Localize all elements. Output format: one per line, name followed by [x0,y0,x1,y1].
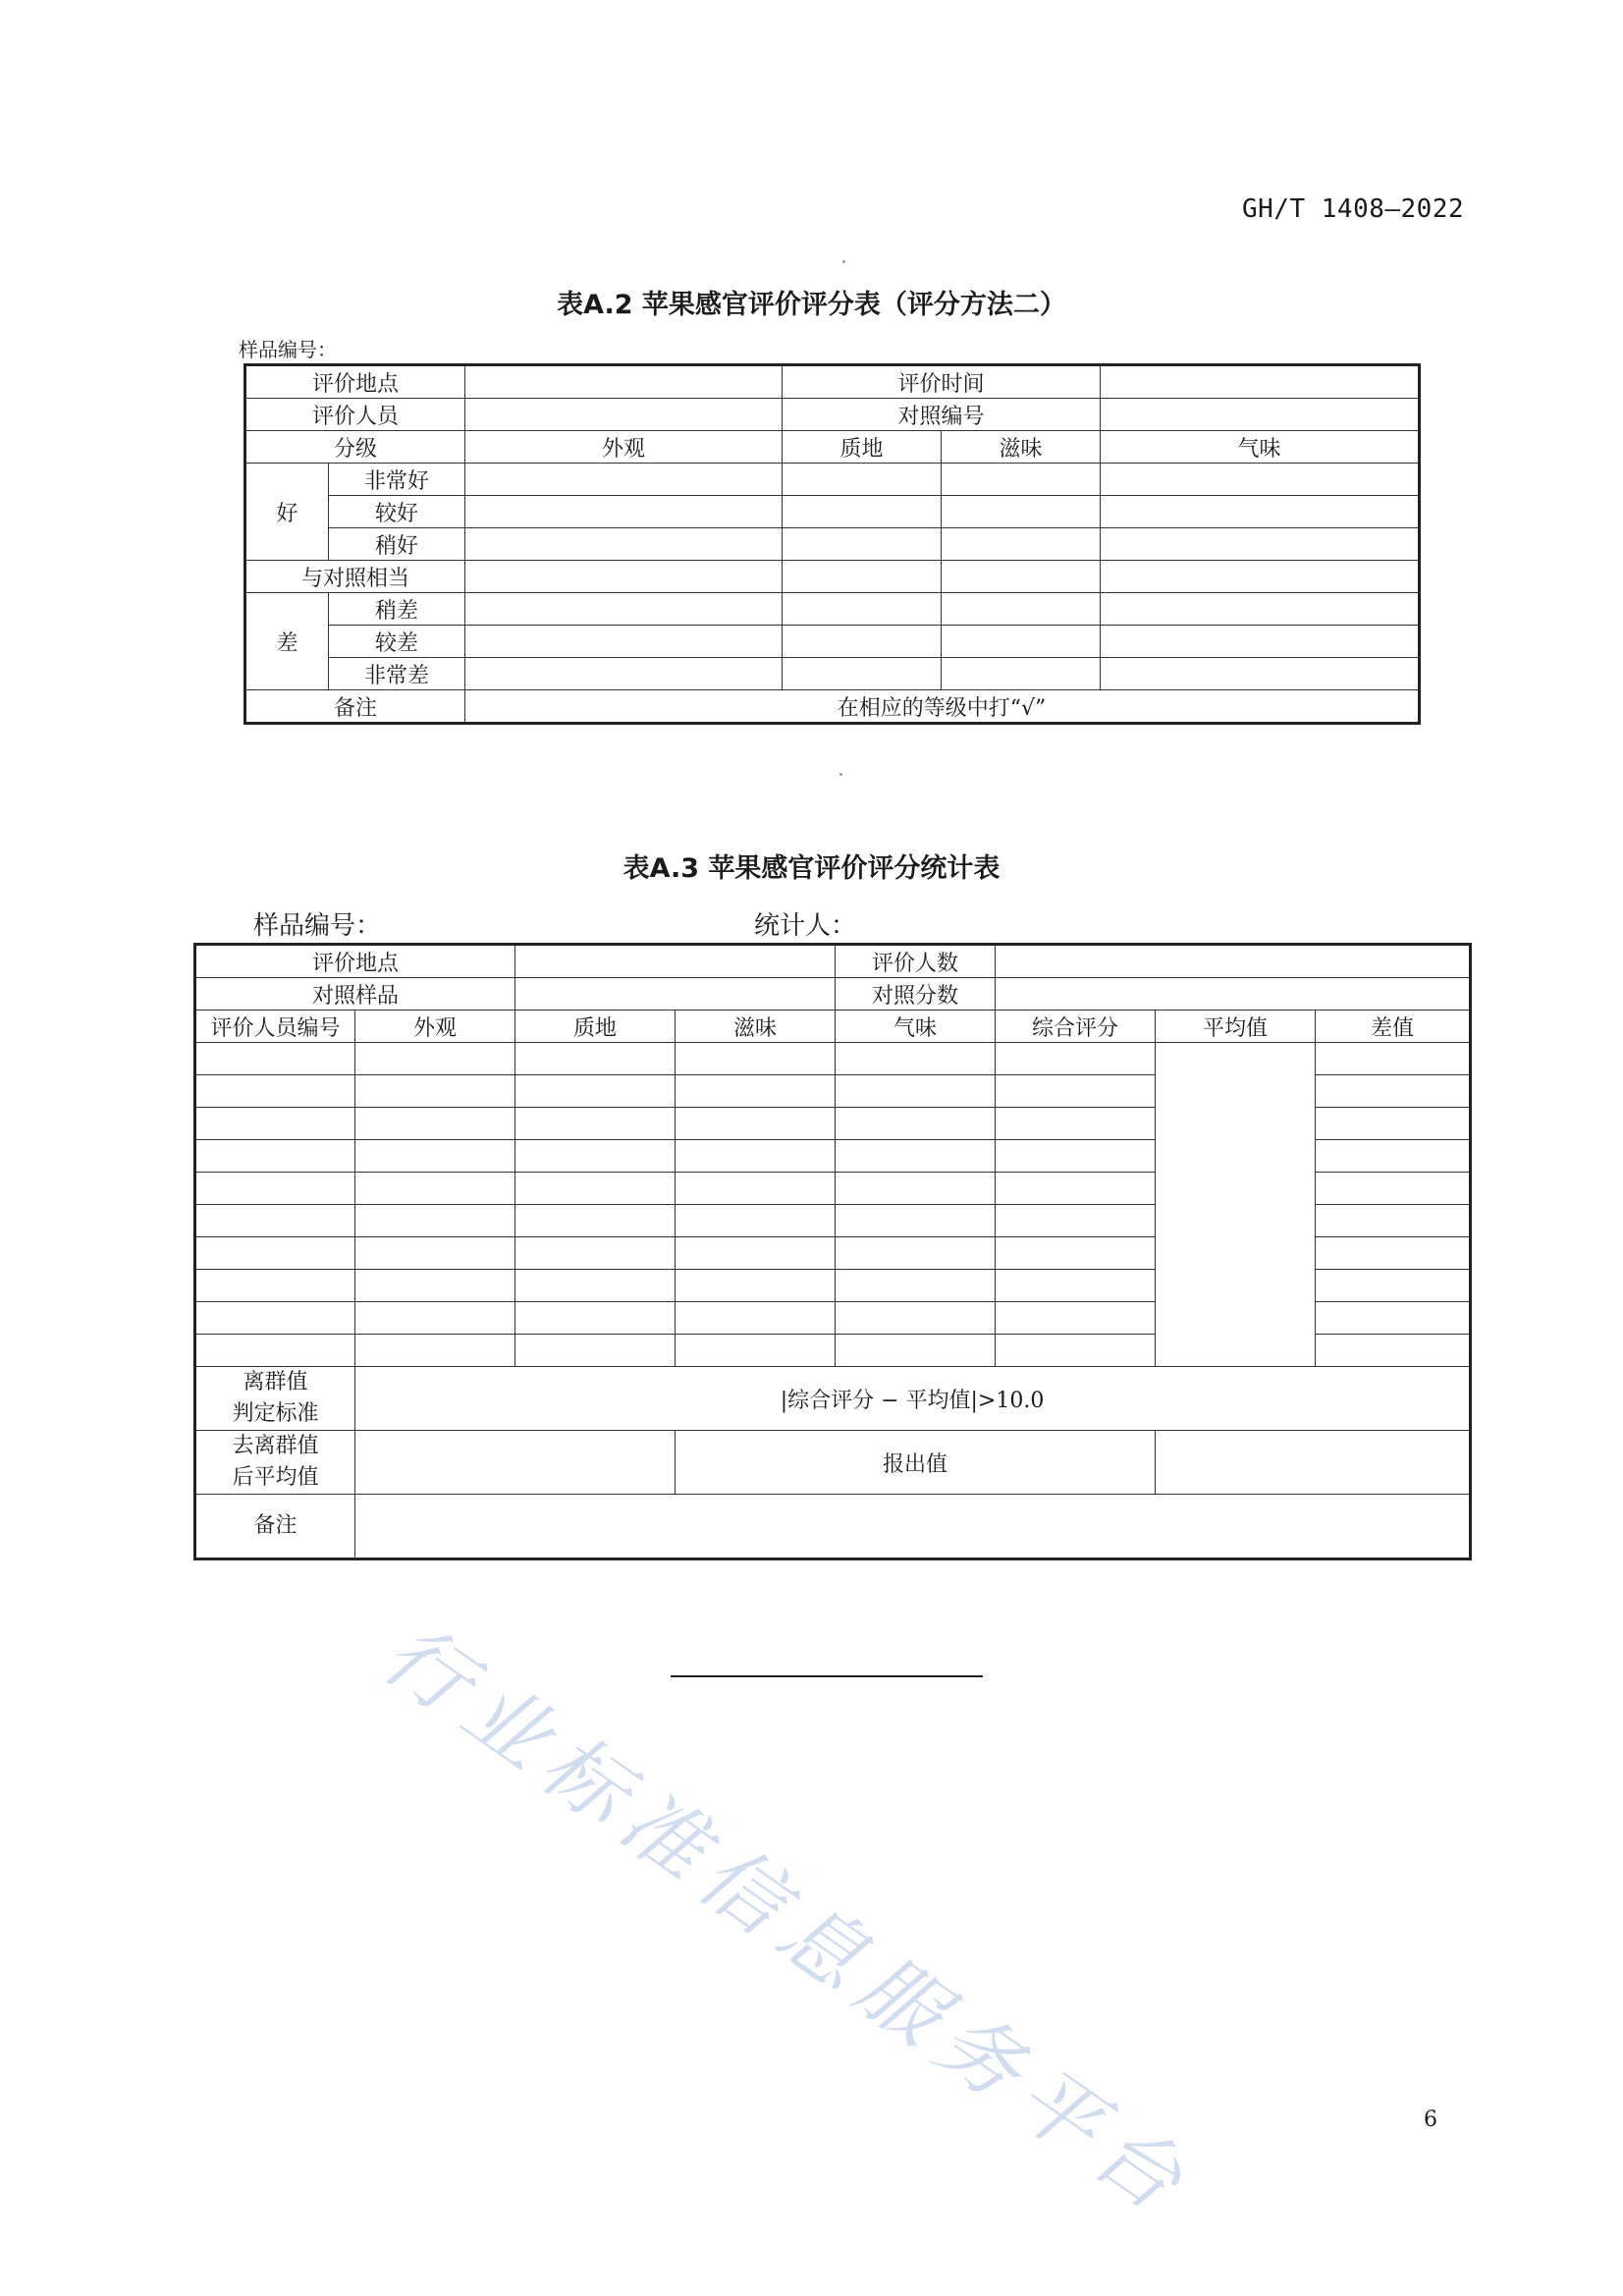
data-cell[interactable] [195,1173,355,1205]
remark-label: 备注 [195,1495,355,1559]
data-cell[interactable] [195,1205,355,1237]
data-cell[interactable] [996,1237,1156,1270]
location-value[interactable] [465,365,783,399]
outlier-label-line-2: 判定标准 [232,1401,319,1426]
score-cell[interactable] [1101,561,1420,593]
table-row [245,496,1420,528]
score-cell[interactable] [1101,528,1420,561]
column-header: 质地 [783,431,942,464]
data-cell[interactable] [355,1108,515,1140]
grade-level-label: 较好 [329,496,465,528]
score-cell[interactable] [783,561,942,593]
data-cell[interactable] [1316,1140,1471,1173]
equal-label: 与对照相当 [245,561,465,593]
score-cell[interactable] [942,528,1101,561]
grade-level-label: 稍好 [329,528,465,561]
data-cell[interactable] [195,1108,355,1140]
score-cell[interactable] [942,561,1101,593]
score-cell[interactable] [465,496,783,528]
data-cell[interactable] [515,1205,676,1237]
outlier-criterion-label [195,1367,355,1431]
evaluator-count-value[interactable] [996,945,1471,978]
data-cell[interactable] [515,1173,676,1205]
data-cell[interactable] [195,1075,355,1108]
data-cell[interactable] [1316,1173,1471,1205]
data-cell[interactable] [195,1237,355,1270]
table-row [245,528,1420,561]
scan-dot [839,773,842,776]
data-cell[interactable] [355,1173,515,1205]
column-header: 评价人员编号 [195,1011,355,1043]
table-row [195,978,1471,1011]
end-line [671,1675,983,1677]
outlier-label-line-1: 离群值 [243,1370,308,1394]
table-row [195,1495,1471,1559]
table-header-row [245,431,1420,464]
score-cell[interactable] [465,626,783,658]
score-cell[interactable] [465,658,783,690]
control-score-label: 对照分数 [836,978,996,1011]
table-row [245,593,1420,626]
table-a3 [193,943,1472,1560]
data-cell[interactable] [515,1237,676,1270]
control-sample-value[interactable] [515,978,836,1011]
average-cell[interactable] [1156,1043,1316,1367]
table-a3-statistician-label: 统计人： [754,911,857,941]
data-cell[interactable] [355,1335,515,1367]
scan-dot [842,260,845,263]
data-cell[interactable] [996,1302,1156,1335]
data-cell[interactable] [836,1043,996,1075]
score-cell[interactable] [1101,626,1420,658]
data-cell[interactable] [676,1270,836,1302]
column-header: 质地 [515,1011,676,1043]
control-no-value[interactable] [1101,399,1420,431]
location-value[interactable] [515,945,836,978]
column-header: 平均值 [1156,1011,1316,1043]
table-a3-sample-no-label: 样品编号： [253,911,382,941]
score-cell[interactable] [1101,658,1420,690]
table-a2 [243,363,1421,725]
data-cell[interactable] [836,1237,996,1270]
score-cell[interactable] [465,464,783,496]
grade-header: 分级 [245,431,465,464]
score-cell[interactable] [465,528,783,561]
data-cell[interactable] [996,1108,1156,1140]
avg-after-line-1: 去离群值 [232,1434,319,1458]
table-row [245,464,1420,496]
score-cell[interactable] [465,593,783,626]
table-row [195,945,1471,978]
table-row [195,1367,1471,1431]
data-cell[interactable] [515,1270,676,1302]
table-row [245,658,1420,690]
column-header: 外观 [465,431,783,464]
data-cell[interactable] [1316,1043,1471,1075]
data-cell[interactable] [1316,1237,1471,1270]
score-cell[interactable] [1101,593,1420,626]
data-cell[interactable] [1316,1075,1471,1108]
evaluator-count-label: 评价人数 [836,945,996,978]
data-cell[interactable] [195,1335,355,1367]
data-cell[interactable] [195,1043,355,1075]
column-header: 气味 [836,1011,996,1043]
data-cell[interactable] [836,1335,996,1367]
data-cell[interactable] [996,1205,1156,1237]
data-cell[interactable] [676,1335,836,1367]
table-row [245,399,1420,431]
score-cell[interactable] [942,464,1101,496]
page-number: 6 [1424,2107,1437,2132]
control-sample-label: 对照样品 [195,978,515,1011]
remark-label: 备注 [245,690,465,724]
data-cell[interactable] [355,1075,515,1108]
data-cell[interactable] [355,1140,515,1173]
location-label: 评价地点 [245,365,465,399]
data-cell[interactable] [355,1205,515,1237]
data-cell[interactable] [355,1302,515,1335]
score-cell[interactable] [1101,496,1420,528]
data-cell[interactable] [836,1075,996,1108]
data-cell[interactable] [836,1108,996,1140]
score-cell[interactable] [783,496,942,528]
data-cell[interactable] [676,1075,836,1108]
data-cell[interactable] [676,1173,836,1205]
data-cell[interactable] [1316,1108,1471,1140]
good-group-label: 好 [245,464,329,561]
data-cell[interactable] [996,1270,1156,1302]
table-row [245,561,1420,593]
bad-group-label: 差 [245,593,329,690]
data-cell[interactable] [996,1173,1156,1205]
score-cell[interactable] [942,658,1101,690]
data-cell[interactable] [515,1043,676,1075]
grade-level-label: 稍差 [329,593,465,626]
score-cell[interactable] [783,593,942,626]
avg-after-line-2: 后平均值 [232,1465,319,1490]
table-row [245,365,1420,399]
data-cell[interactable] [836,1173,996,1205]
outlier-rule: |综合评分 − 平均值|>10.0 [355,1367,1471,1431]
evaluator-value[interactable] [465,399,783,431]
data-cell[interactable] [836,1140,996,1173]
score-cell[interactable] [465,561,783,593]
score-cell[interactable] [942,626,1101,658]
data-cell[interactable] [676,1302,836,1335]
score-cell[interactable] [783,464,942,496]
data-cell[interactable] [996,1140,1156,1173]
column-header: 综合评分 [996,1011,1156,1043]
data-cell[interactable] [676,1205,836,1237]
grade-level-label: 较差 [329,626,465,658]
column-header: 差值 [1316,1011,1471,1043]
score-cell[interactable] [942,593,1101,626]
score-cell[interactable] [783,528,942,561]
score-cell[interactable] [783,626,942,658]
table-row [245,626,1420,658]
watermark: 行业标准信息服务平台 [366,1605,1211,2237]
data-cell[interactable] [836,1205,996,1237]
avg-after-outlier-label [195,1431,355,1495]
column-header: 滋味 [942,431,1101,464]
avg-after-outlier-value[interactable] [355,1431,676,1495]
report-value-label: 报出值 [676,1431,1156,1495]
report-value[interactable] [1156,1431,1471,1495]
data-cell[interactable] [996,1075,1156,1108]
data-cell[interactable] [355,1237,515,1270]
time-label: 评价时间 [783,365,1101,399]
data-cell[interactable] [1316,1205,1471,1237]
data-cell[interactable] [515,1108,676,1140]
column-header: 滋味 [676,1011,836,1043]
data-cell[interactable] [996,1043,1156,1075]
data-cell[interactable] [515,1075,676,1108]
data-cell[interactable] [676,1043,836,1075]
score-cell[interactable] [1101,464,1420,496]
table-header-row [195,1011,1471,1043]
data-cell[interactable] [195,1270,355,1302]
data-cell[interactable] [195,1140,355,1173]
data-cell[interactable] [515,1140,676,1173]
data-cell[interactable] [836,1302,996,1335]
location-label: 评价地点 [195,945,515,978]
table-a3-caption: 表A.3 苹果感官评价评分统计表 [622,853,1001,884]
data-cell[interactable] [515,1302,676,1335]
grade-level-label: 非常好 [329,464,465,496]
remark-text: 在相应的等级中打“√” [465,690,1420,724]
data-cell[interactable] [355,1043,515,1075]
score-cell[interactable] [783,658,942,690]
table-row [195,1431,1471,1495]
data-cell[interactable] [836,1270,996,1302]
data-cell[interactable] [1316,1270,1471,1302]
table-a2-caption: 表A.2 苹果感官评价评分表（评分方法二） [557,290,1066,320]
control-score-value[interactable] [996,978,1471,1011]
data-cell[interactable] [996,1335,1156,1367]
data-cell[interactable] [1316,1335,1471,1367]
remark-value[interactable] [355,1495,1471,1559]
column-header: 外观 [355,1011,515,1043]
standard-code: GH/T 1408—2022 [1242,194,1465,224]
score-cell[interactable] [942,496,1101,528]
control-no-label: 对照编号 [783,399,1101,431]
grade-level-label: 非常差 [329,658,465,690]
data-cell[interactable] [676,1108,836,1140]
data-cell[interactable] [676,1237,836,1270]
data-cell[interactable] [195,1302,355,1335]
data-cell[interactable] [355,1270,515,1302]
time-value[interactable] [1101,365,1420,399]
column-header: 气味 [1101,431,1420,464]
data-cell[interactable] [676,1140,836,1173]
table-row [245,690,1420,724]
data-cell[interactable] [515,1335,676,1367]
data-cell[interactable] [1316,1302,1471,1335]
table-a2-sample-no-label: 样品编号： [239,338,337,361]
evaluator-label: 评价人员 [245,399,465,431]
table-row [195,1043,1471,1075]
